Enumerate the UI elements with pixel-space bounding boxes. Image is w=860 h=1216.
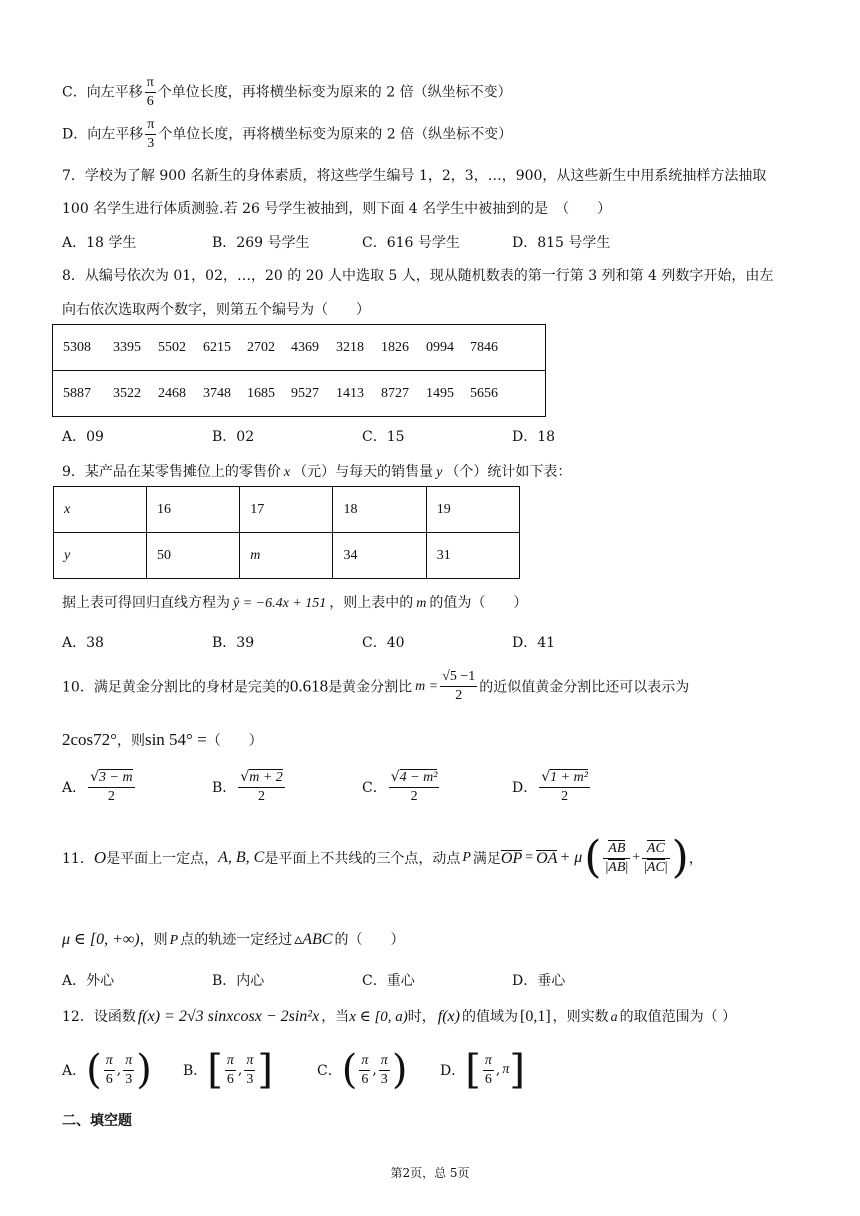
- q12-t2: 时，: [407, 1009, 436, 1025]
- q12-fx: f(x): [437, 1008, 460, 1025]
- table-row: [53, 325, 546, 371]
- q12-frac-a-den: 6: [361, 1071, 369, 1087]
- q11-vec-ab: AB: [608, 840, 626, 856]
- q9-data-table: [53, 486, 520, 579]
- table-cell: 19: [426, 487, 519, 533]
- q11-plus-mu: + μ: [559, 849, 583, 866]
- q9-regress-var: m: [416, 596, 427, 611]
- sqrt-symbol: √: [390, 769, 400, 785]
- q11-points-abc: A, B, C: [218, 849, 265, 866]
- q6-d-frac-den: 3: [147, 136, 155, 151]
- q12-comma: ,: [372, 1062, 377, 1078]
- q6-c-frac-den: 6: [146, 94, 154, 109]
- q12-frac-a-num: π: [483, 1052, 494, 1071]
- q9-stem: [62, 461, 571, 481]
- q10-option-label: B．: [212, 780, 237, 796]
- q9-option-a: A．38: [62, 635, 104, 651]
- q10-option-radicand: m + 2: [249, 770, 283, 785]
- q12-frac-b-den: 3: [125, 1071, 133, 1087]
- section-heading-fill-in: 二、填空题: [62, 1113, 132, 1129]
- q9-regress-pre: 据上表可得回归直线方程为: [62, 595, 230, 611]
- table-cell: 8727: [381, 385, 409, 401]
- q12-right-bracket: ): [136, 1047, 152, 1093]
- table-cell: 1413: [336, 385, 364, 401]
- q6-d-frac-num: π: [145, 116, 156, 135]
- q6-c-prefix: C．向左平移: [62, 84, 143, 101]
- q6-d-prefix: D．向左平移: [62, 126, 144, 143]
- q12-frac-b-den: 3: [380, 1071, 388, 1087]
- q8-stem-line2: 向右依次选取两个数字，则第五个编号为（ ）: [62, 302, 370, 318]
- q10-option-fraction: [88, 768, 134, 806]
- q11-left-paren: (: [584, 832, 602, 883]
- q12-left-bracket: (: [341, 1047, 358, 1093]
- q11-option-c: C．重心: [362, 973, 415, 989]
- q12-t3: 的值域为: [461, 1009, 518, 1025]
- q10-option-den: 2: [258, 789, 266, 804]
- q11-option-b: B．内心: [212, 973, 265, 989]
- sqrt-symbol: √: [541, 769, 551, 785]
- q12-frac-b-num: π: [244, 1052, 255, 1071]
- q10-option-b: [212, 768, 287, 806]
- table-cell: 7846: [470, 339, 498, 355]
- table-cell: 5308: [63, 339, 91, 355]
- q12-frac-a-num: π: [359, 1052, 370, 1071]
- q9-stem-pre: 9．某产品在某零售摊位上的零售价: [62, 464, 281, 480]
- q12-option-label: A．: [62, 1063, 87, 1079]
- table-cell: 1685: [247, 385, 275, 401]
- q10-fraction: [440, 668, 477, 705]
- q9-regress-equation: ŷ = −6.4x + 151: [233, 596, 327, 611]
- q10-option-den: 2: [410, 789, 418, 804]
- q10-line2-mid: ，则: [116, 733, 145, 749]
- q12-frac-a: [225, 1052, 236, 1089]
- q11-t3: 满足: [472, 851, 501, 867]
- q12-option-label: D．: [440, 1063, 466, 1079]
- table-cell: 2702: [247, 339, 275, 355]
- q11-vec-ac: AC: [646, 840, 665, 856]
- q6-option-d: [62, 116, 512, 153]
- q10-line2-post: （ ）: [206, 733, 263, 749]
- q11-point-p: P: [462, 850, 471, 865]
- q12-frac-a-den: 6: [105, 1071, 113, 1087]
- q10-stem-line1: [62, 668, 689, 705]
- q10-option-label: D．: [512, 780, 538, 796]
- q10-value: 0.618: [289, 676, 329, 696]
- table-row: [54, 533, 520, 579]
- q10-mid: 是黄金分割比: [328, 679, 413, 696]
- q12-pre: 12．设函数: [62, 1009, 136, 1025]
- q11-line2-t: ，则: [139, 932, 168, 948]
- q9-regression: [62, 592, 527, 612]
- q12-function: f(x) = 2√3 sinxcosx − 2sin²x: [137, 1008, 320, 1025]
- q12-left-bracket: (: [86, 1047, 102, 1093]
- q12-option-d: [440, 1047, 525, 1093]
- table-cell: 3218: [336, 339, 364, 355]
- q12-frac-b-num: π: [379, 1052, 390, 1071]
- q9-option-b: B．39: [212, 635, 255, 651]
- q12-frac-b: [123, 1052, 134, 1089]
- q10-option-radicand: 3 − m: [99, 770, 133, 785]
- q7-option-c: C．616 号学生: [362, 235, 460, 251]
- q10-post: 的近似值黄金分割比还可以表示为: [479, 679, 690, 696]
- q11-t4: ，: [688, 851, 703, 867]
- q12-a: a: [610, 1010, 618, 1025]
- q11-line2-t2: 点的轨迹一定经过: [180, 932, 293, 948]
- q9-var-y: y: [436, 465, 443, 480]
- q12-range: [0,1]: [519, 1008, 551, 1025]
- q12-frac-a-den: 6: [484, 1071, 492, 1087]
- q6-d-suffix: 个单位长度，再将横坐标变为原来的 2 倍（纵坐标不变）: [158, 126, 513, 143]
- q11-t2: 是平面上不共线的三个点，动点: [264, 851, 461, 867]
- q7-option-a: A．18 学生: [62, 235, 137, 251]
- q7-stem-line2: 100 名学生进行体质测验.若 26 号学生被抽到，则下面 4 名学生中被抽到的是 （ ）: [62, 201, 612, 217]
- q10-option-fraction: [389, 768, 440, 806]
- q10-m-eq: m =: [415, 678, 439, 694]
- q12-right-bracket: ]: [257, 1047, 273, 1093]
- q9-option-c: C．40: [362, 635, 405, 651]
- q12-t4: ，则实数: [552, 1009, 609, 1025]
- q10-option-c: [362, 768, 441, 806]
- q12-right-bracket: ): [391, 1047, 408, 1093]
- table-cell: 1826: [381, 339, 409, 355]
- q9-stem-post: （个）统计如下表：: [445, 464, 572, 480]
- q11-mu-range: μ ∈ [0, +∞): [62, 931, 140, 948]
- q10-pre: 10．满足黄金分割比的身材是完美的: [62, 679, 290, 696]
- q8-option-d: D．18: [512, 429, 556, 445]
- q11-right-paren: ): [671, 832, 689, 883]
- q9-var-x: x: [283, 465, 291, 480]
- q8-option-a: A．09: [62, 429, 104, 445]
- q6-c-fraction: [145, 74, 156, 111]
- q9-stem-mid: （元）与每天的销售量: [293, 464, 434, 480]
- q8-random-number-table: [52, 324, 546, 417]
- q10-option-num: [88, 768, 134, 788]
- q12-option-c: [317, 1047, 408, 1093]
- sqrt-symbol: √: [90, 769, 100, 785]
- q11-vec-ac-norm: AC: [646, 859, 665, 875]
- q8-stem-line1: 8．从编号依次为 01，02，…，20 的 20 人中选取 5 人，现从随机数表的第一行第 3 列和第 4 列数字开始，由左: [62, 268, 774, 284]
- q9-regress-mid: ，则上表中的: [329, 595, 414, 611]
- table-cell: 31: [426, 533, 519, 579]
- q10-option-fraction: [238, 768, 284, 806]
- table-cell: 18: [333, 487, 426, 533]
- q12-frac-a-num: π: [104, 1052, 115, 1071]
- q10-option-d: [512, 768, 592, 806]
- q12-stem: [62, 1006, 736, 1026]
- table-cell: 16: [146, 487, 239, 533]
- q12-frac-a: [359, 1052, 370, 1089]
- table-cell: 34: [333, 533, 426, 579]
- table-cell: 1495: [426, 385, 454, 401]
- q11-plus: +: [632, 850, 641, 865]
- q11-line2-p: P: [169, 933, 179, 948]
- q12-frac-a-den: 6: [226, 1071, 234, 1087]
- q12-comma: ,: [495, 1062, 501, 1078]
- table-cell: 17: [240, 487, 333, 533]
- table-cell: 5656: [470, 385, 498, 401]
- q12-frac-b-den: 3: [246, 1071, 254, 1087]
- q10-option-den: 2: [561, 789, 569, 804]
- q12-frac-b: [244, 1052, 255, 1089]
- q6-d-fraction: [145, 116, 156, 153]
- table-cell-header: x: [54, 487, 147, 533]
- q11-ac-den: |AC|: [644, 859, 668, 875]
- q12-comma: ,: [237, 1062, 243, 1078]
- q12-frac-b-num: π: [123, 1052, 134, 1071]
- q12-frac-a: [483, 1052, 494, 1089]
- q11-stem-line1: [62, 832, 703, 883]
- q12-option-a: [62, 1047, 152, 1093]
- q12-option-label: B．: [183, 1063, 208, 1079]
- q11-pre: 11．: [62, 851, 94, 867]
- q10-option-radicand: 1 + m²: [550, 770, 588, 785]
- q10-option-label: A．: [62, 780, 87, 796]
- q7-stem-line1: 7．学校为了解 900 名新生的身体素质，将这些学生编号 1，2，3，…，900，从这些新生中用系统抽样方法抽取: [62, 168, 767, 184]
- q12-option-b: [183, 1047, 273, 1093]
- table-row: [54, 487, 520, 533]
- q10-option-num: [539, 768, 590, 788]
- q7-option-b: B．269 号学生: [212, 235, 310, 251]
- q10-option-label: C．: [362, 780, 387, 796]
- q8-option-b: B．02: [212, 429, 255, 445]
- q8-option-c: C．15: [362, 429, 405, 445]
- table-cell: 50: [146, 533, 239, 579]
- q11-ac-num: [642, 840, 670, 859]
- table-cell: 3748: [203, 385, 231, 401]
- table-cell: m: [240, 533, 333, 579]
- q6-c-suffix: 个单位长度，再将横坐标变为原来的 2 倍（纵坐标不变）: [157, 84, 512, 101]
- q12-option-label: C．: [317, 1063, 342, 1079]
- q10-option-num: [238, 768, 284, 788]
- table-cell: 2468: [158, 385, 186, 401]
- table-cell-header: y: [54, 533, 147, 579]
- q12-domain: x ∈ [0, a): [349, 1009, 408, 1025]
- q10-stem-line2: [62, 730, 263, 750]
- q11-vec-oa: OA: [536, 850, 558, 867]
- q7-option-d: D．815 号学生: [512, 235, 611, 251]
- q10-option-radicand: 4 − m²: [399, 770, 438, 785]
- q12-frac-a: [104, 1052, 115, 1089]
- q10-frac-num: √5 −1: [440, 668, 477, 687]
- q12-t5: 的取值范围为（ ）: [619, 1009, 737, 1025]
- q11-ab-den: |AB|: [605, 859, 629, 875]
- table-row-cells: [53, 325, 546, 371]
- q12-frac-b: [379, 1052, 390, 1089]
- q10-option-fraction: [539, 768, 590, 806]
- q12-left-bracket: [: [465, 1047, 481, 1093]
- q11-line2-t3: 的（ ）: [334, 932, 405, 948]
- q10-expr1: 2cos72°: [62, 730, 117, 749]
- q10-expr2: sin 54° =: [144, 730, 207, 749]
- q10-option-a: [62, 768, 137, 806]
- table-cell: 5887: [63, 385, 91, 401]
- q10-option-num: [389, 768, 440, 788]
- q11-ac-fraction: [642, 840, 670, 877]
- q12-comma: ,: [116, 1062, 122, 1078]
- q11-stem-line2: [62, 929, 404, 949]
- q11-vec-ab-norm: AB: [608, 859, 626, 875]
- q10-frac-den: 2: [455, 688, 463, 703]
- table-cell: 3395: [113, 339, 141, 355]
- q6-c-frac-num: π: [145, 74, 156, 93]
- q6-option-c: [62, 74, 512, 111]
- table-cell: 3522: [113, 385, 141, 401]
- q11-ab-num: [603, 840, 630, 859]
- q11-eq: =: [525, 850, 534, 865]
- table-row-cells: [53, 371, 546, 417]
- q12-left-bracket: [: [207, 1047, 223, 1093]
- q11-ab-fraction: [603, 840, 630, 877]
- q11-t1: 是平面上一定点，: [106, 851, 219, 867]
- q12-pi: π: [502, 1062, 510, 1077]
- q12-right-bracket: ]: [509, 1047, 525, 1093]
- q11-point-o: O: [93, 848, 107, 867]
- q10-option-den: 2: [107, 789, 115, 804]
- q11-triangle: ▵ABC: [294, 931, 333, 948]
- sqrt-symbol: √: [240, 769, 250, 785]
- table-cell: 9527: [291, 385, 319, 401]
- q12-t1: ，当: [321, 1009, 350, 1025]
- table-cell: 6215: [203, 339, 231, 355]
- q11-option-d: D．垂心: [512, 973, 566, 989]
- table-cell: 4369: [291, 339, 319, 355]
- page-footer: 第2页，总 5页: [390, 1166, 470, 1180]
- table-cell: 0994: [426, 339, 454, 355]
- q12-frac-a-num: π: [225, 1052, 236, 1071]
- table-row: [53, 371, 546, 417]
- q9-option-d: D．41: [512, 635, 556, 651]
- q11-vec-op: OP: [500, 850, 523, 867]
- q9-regress-post: 的值为（ ）: [429, 595, 528, 611]
- q11-option-a: A．外心: [62, 973, 115, 989]
- table-cell: 5502: [158, 339, 186, 355]
